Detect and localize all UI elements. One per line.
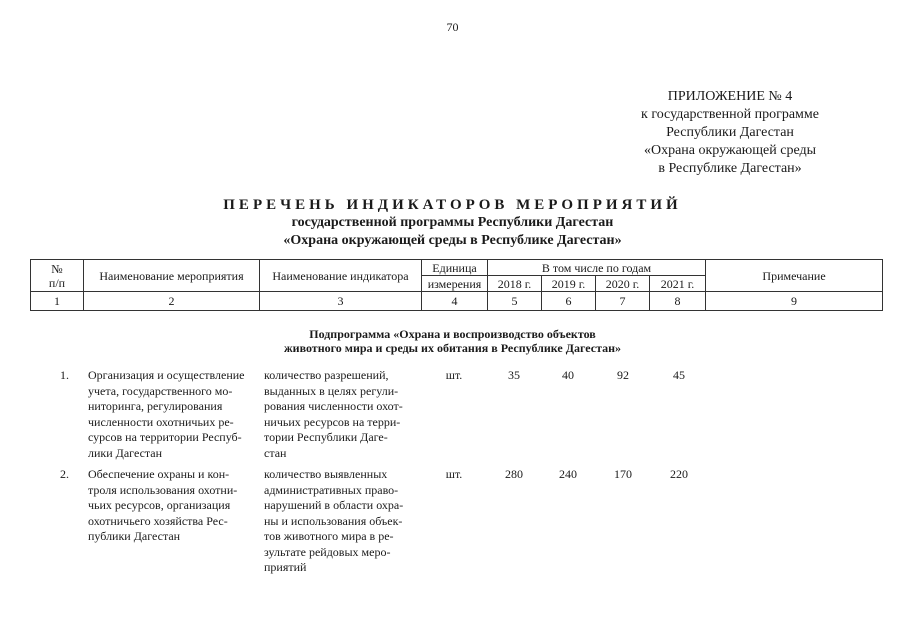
title-sub-2: «Охрана окружающей среды в Республике Дагестан» [283, 233, 622, 248]
subprogram-heading [0, 327, 905, 355]
value-2021: 220 [670, 467, 688, 481]
indicator-line: зультате рейдовых меро- [264, 544, 391, 559]
indicator-line: выданных в целях регули- [264, 383, 399, 398]
header-unit-line1: Единица [422, 260, 488, 276]
column-number: 9 [706, 292, 883, 311]
header-year: 2019 г. [542, 276, 596, 292]
header-indicator: Наименование индикатора [260, 260, 422, 292]
unit-value: шт. [445, 368, 463, 382]
header-years-group: В том числе по годам [488, 260, 706, 276]
measure-line: чьих ресурсов, организация [88, 498, 231, 512]
indicator-line: нарушений в области охра- [264, 498, 404, 512]
measure-name [88, 368, 258, 461]
subprogram-line: животного мира и среды их обитания в Республике Дагестан» [283, 341, 622, 355]
indicator-line: стан [264, 445, 287, 460]
value-2018: 280 [505, 467, 523, 481]
column-number: 3 [260, 292, 422, 311]
value-2019: 240 [559, 467, 577, 481]
header-no [31, 260, 84, 292]
document-title [0, 196, 905, 250]
header-no-line2: п/п [48, 275, 66, 290]
header-measure: Наименование мероприятия [84, 260, 260, 292]
measure-line: Организация и осуществление [88, 368, 245, 382]
page-number: 70 [446, 20, 459, 34]
header-year: 2021 г. [650, 276, 706, 292]
header-year: 2018 г. [488, 276, 542, 292]
appendix-line: в Республике Дагестан» [658, 161, 802, 176]
row-number: 1. [60, 368, 69, 382]
measure-line: троля использования охотни- [88, 482, 238, 497]
value-2020: 170 [614, 467, 632, 481]
header-note: Примечание [706, 260, 883, 292]
column-number: 5 [488, 292, 542, 311]
indicator-line: тории Республики Даге- [264, 430, 388, 444]
indicator-name [264, 467, 416, 576]
indicator-line: рования численности охот- [264, 399, 403, 413]
column-number: 4 [422, 292, 488, 311]
title-sub-1: государственной программы Республики Дагестан [291, 215, 614, 230]
column-number: 2 [84, 292, 260, 311]
indicator-line: административных право- [264, 482, 399, 497]
indicator-line: ничьих ресурсов на терри- [264, 414, 401, 429]
appendix-heading [600, 88, 860, 178]
measure-line: Обеспечение охраны и кон- [88, 467, 230, 481]
measure-line: охотничьего хозяйства Рес- [88, 513, 228, 528]
indicator-line: количество разрешений, [264, 368, 389, 382]
appendix-line: к государственной программе [641, 107, 819, 122]
title-main: ПЕРЕЧЕНЬ ИНДИКАТОРОВ МЕРОПРИЯТИЙ [223, 197, 682, 213]
indicator-line: тов животного мира в ре- [264, 529, 394, 543]
indicator-line: ны и использования объек- [264, 513, 403, 528]
column-number: 8 [650, 292, 706, 311]
measure-line: сурсов на территории Респуб- [88, 430, 242, 444]
measure-line: численности охотничьих ре- [88, 414, 234, 429]
appendix-line: Республики Дагестан [666, 125, 794, 140]
indicator-line: количество выявленных [264, 467, 388, 481]
measure-line: лики Дагестан [88, 445, 163, 460]
header-year: 2020 г. [596, 276, 650, 292]
value-2021: 45 [673, 368, 685, 382]
value-2018: 35 [508, 368, 520, 382]
header-no-line1: № [51, 261, 63, 276]
subprogram-line: Подпрограмма «Охрана и воспроизводство объектов [309, 327, 596, 341]
indicator-line: приятий [264, 560, 307, 574]
column-number: 7 [596, 292, 650, 311]
measure-line: учета, государственного мо- [88, 383, 233, 398]
column-number: 6 [542, 292, 596, 311]
appendix-line: «Охрана окружающей среды [643, 143, 817, 158]
measure-line: ниторинга, регулирования [88, 399, 223, 413]
header-unit-line2: измерения [422, 276, 488, 292]
measure-name [88, 467, 258, 545]
column-number: 1 [31, 292, 84, 311]
indicator-table-header [30, 259, 883, 311]
row-number: 2. [60, 467, 69, 481]
measure-line: публики Дагестан [88, 529, 181, 543]
unit-value: шт. [445, 467, 463, 481]
appendix-line: ПРИЛОЖЕНИЕ № 4 [667, 89, 793, 104]
indicator-name [264, 368, 416, 461]
value-2020: 92 [617, 368, 629, 382]
value-2019: 40 [562, 368, 574, 382]
